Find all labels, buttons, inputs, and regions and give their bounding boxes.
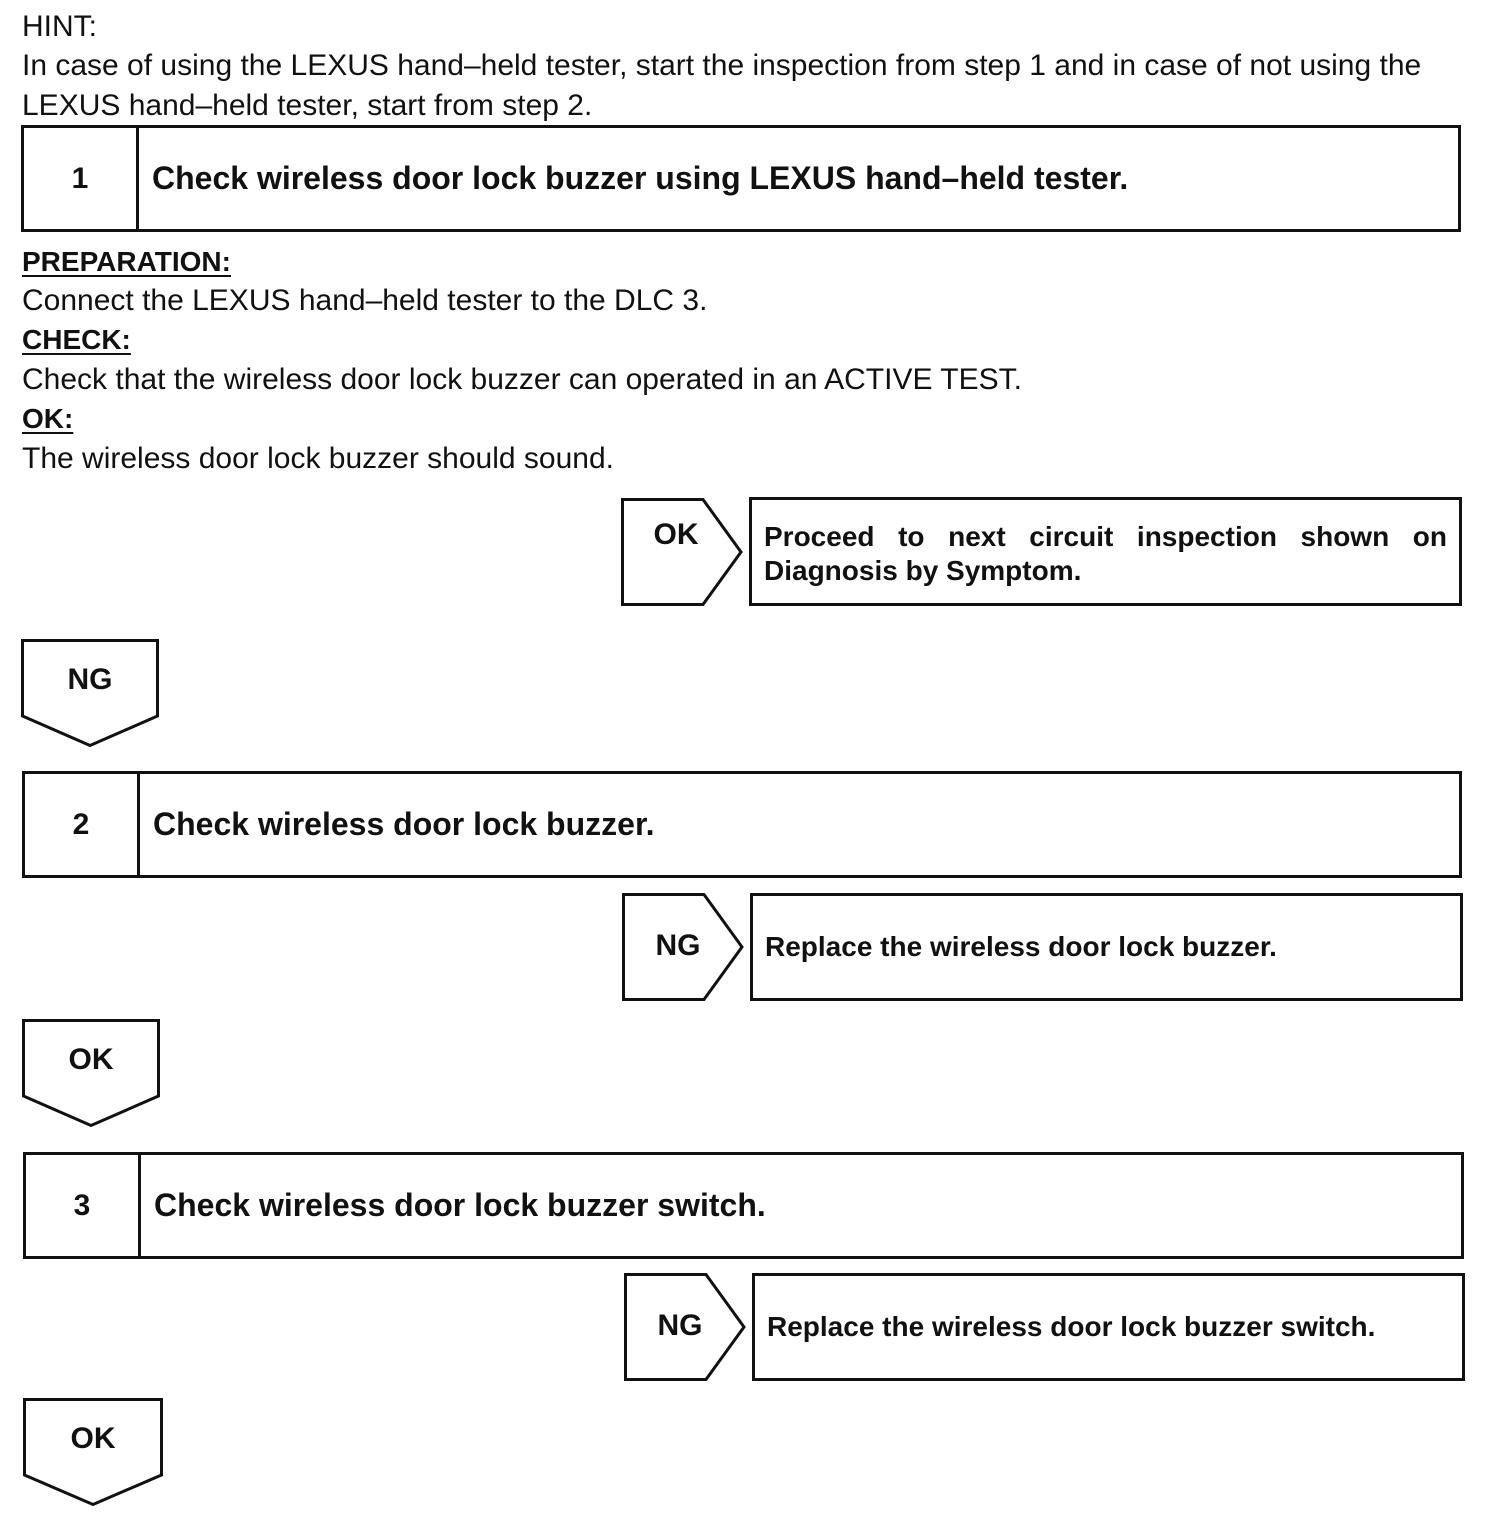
- step-3-ng-result-box: [752, 1273, 1465, 1381]
- step-1-ok-branch-arrow: [621, 498, 743, 606]
- step-1-ng-down-arrow: [21, 639, 159, 747]
- step-3-ok-down-arrow: [23, 1398, 163, 1506]
- step-1-box: [21, 125, 1461, 232]
- step-1-ng-down-label: NG: [67, 663, 113, 696]
- step-1-ok-result-text: Proceed to next circuit inspection shown on Diagnosis by Symptom.: [764, 521, 1447, 586]
- step-1-ok-branch-label: OK: [653, 518, 699, 551]
- step-3-ng-result-text: Replace the wireless door lock buzzer switch.: [767, 1311, 1376, 1342]
- step-2-ng-branch-arrow: [622, 893, 744, 1001]
- check-label: CHECK:: [22, 324, 131, 355]
- hint-line-2: LEXUS hand–held tester, start from step 2.: [22, 89, 593, 122]
- step-2-number: 2: [25, 774, 140, 875]
- step-3-ng-branch-label: NG: [657, 1309, 703, 1342]
- step-3-ng-branch-arrow: [624, 1273, 746, 1381]
- step-3-box: [23, 1152, 1464, 1259]
- ok-criteria-label: OK:: [22, 403, 74, 434]
- step-1-title: Check wireless door lock buzzer using LEXUS hand–held tester.: [152, 160, 1129, 196]
- step-3-number: 3: [26, 1155, 141, 1256]
- step-2-ng-result-text: Replace the wireless door lock buzzer.: [765, 931, 1277, 962]
- step-2-ng-branch-label: NG: [655, 929, 701, 962]
- preparation-label: PREPARATION:: [22, 246, 231, 277]
- ok-criteria-text: The wireless door lock buzzer should sound.: [22, 442, 614, 475]
- step-1-number: 1: [24, 128, 139, 229]
- step-2-box: [22, 771, 1462, 878]
- hint-line-1: In case of using the LEXUS hand–held tester, start the inspection from step 1 and in case of not using the: [22, 49, 1422, 82]
- step-2-ok-down-label: OK: [68, 1043, 114, 1076]
- step-3-ok-down-label: OK: [70, 1422, 116, 1455]
- step-2-ng-result-box: [750, 893, 1463, 1001]
- right-arrow-pentagon-icon: [621, 498, 743, 606]
- step-1-ok-result-box: [749, 497, 1462, 606]
- hint-title: HINT:: [22, 10, 97, 43]
- preparation-text: Connect the LEXUS hand–held tester to the DLC 3.: [22, 284, 708, 317]
- check-text: Check that the wireless door lock buzzer can operated in an ACTIVE TEST.: [22, 363, 1022, 396]
- step-2-ok-down-arrow: [22, 1019, 160, 1127]
- step-2-title: Check wireless door lock buzzer.: [153, 806, 655, 842]
- step-3-title: Check wireless door lock buzzer switch.: [154, 1187, 766, 1223]
